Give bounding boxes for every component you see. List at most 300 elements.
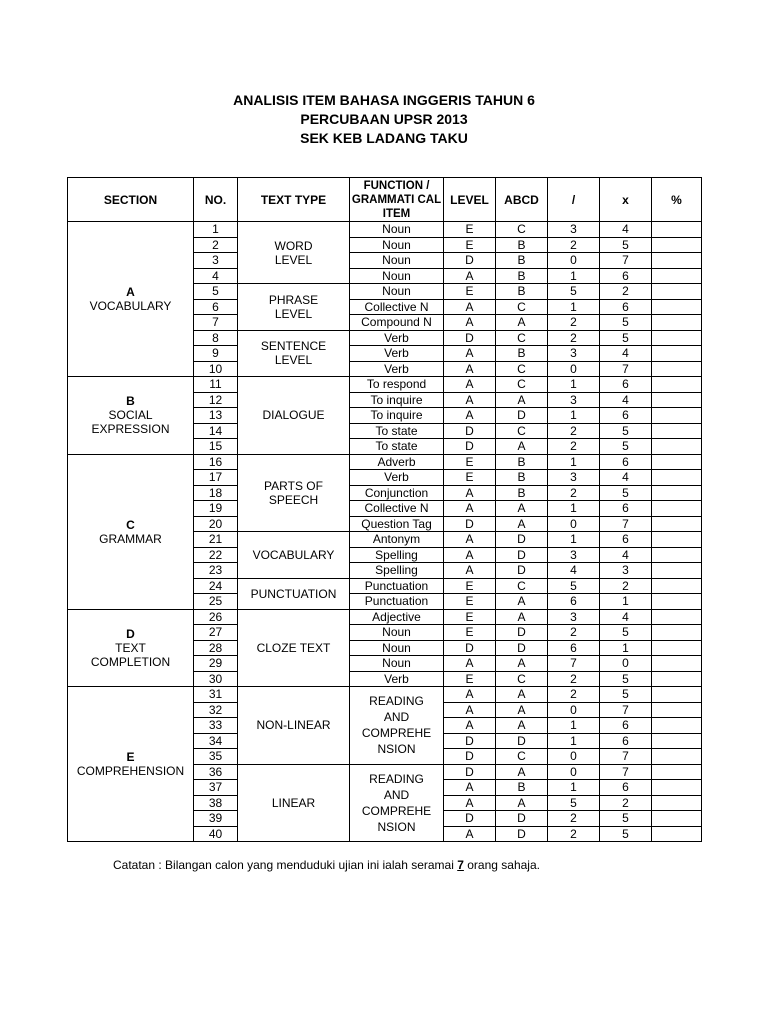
percent-cell	[652, 795, 702, 811]
answer-cell: C	[496, 423, 548, 439]
function-cell: Verb	[350, 671, 444, 687]
correct-count-cell: 2	[548, 423, 600, 439]
level-cell: D	[444, 733, 496, 749]
footnote-text: Catatan : Bilangan calon yang menduduki ujian ini ialah seramai	[113, 858, 458, 872]
wrong-count-cell: 5	[600, 439, 652, 455]
wrong-count-cell: 2	[600, 284, 652, 300]
percent-cell	[652, 733, 702, 749]
percent-cell	[652, 578, 702, 594]
text-type-cell: DIALOGUE	[238, 377, 350, 455]
wrong-count-cell: 1	[600, 594, 652, 610]
correct-count-cell: 4	[548, 563, 600, 579]
percent-cell	[652, 532, 702, 548]
header-correct: /	[548, 178, 600, 222]
level-cell: A	[444, 268, 496, 284]
item-number: 33	[194, 718, 238, 734]
correct-count-cell: 0	[548, 702, 600, 718]
document-title	[0, 91, 768, 148]
correct-count-cell: 2	[548, 687, 600, 703]
function-cell: Compound N	[350, 315, 444, 331]
level-cell: A	[444, 795, 496, 811]
title-line-2: PERCUBAAN UPSR 2013	[300, 111, 468, 127]
correct-count-cell: 6	[548, 594, 600, 610]
correct-count-cell: 3	[548, 547, 600, 563]
level-cell: D	[444, 439, 496, 455]
item-number: 8	[194, 330, 238, 346]
function-cell: Noun	[350, 237, 444, 253]
answer-cell: D	[496, 547, 548, 563]
answer-cell: C	[496, 222, 548, 238]
level-cell: A	[444, 563, 496, 579]
answer-cell: B	[496, 485, 548, 501]
answer-cell: A	[496, 501, 548, 517]
percent-cell	[652, 423, 702, 439]
level-cell: E	[444, 609, 496, 625]
function-cell: READING AND COMPREHE NSION	[350, 764, 444, 842]
item-number: 22	[194, 547, 238, 563]
answer-cell: A	[496, 315, 548, 331]
table-row	[68, 454, 702, 470]
level-cell: A	[444, 485, 496, 501]
wrong-count-cell: 4	[600, 346, 652, 362]
answer-cell: A	[496, 764, 548, 780]
wrong-count-cell: 5	[600, 330, 652, 346]
candidate-count: 7	[457, 858, 464, 872]
item-number: 4	[194, 268, 238, 284]
correct-count-cell: 0	[548, 749, 600, 765]
wrong-count-cell: 5	[600, 485, 652, 501]
correct-count-cell: 1	[548, 377, 600, 393]
text-type-cell: SENTENCE LEVEL	[238, 330, 350, 377]
wrong-count-cell: 1	[600, 640, 652, 656]
answer-cell: D	[496, 563, 548, 579]
wrong-count-cell: 5	[600, 671, 652, 687]
wrong-count-cell: 4	[600, 470, 652, 486]
item-number: 2	[194, 237, 238, 253]
item-number: 1	[194, 222, 238, 238]
section-name: TEXT COMPLETION	[90, 640, 171, 669]
percent-cell	[652, 253, 702, 269]
level-cell: D	[444, 811, 496, 827]
correct-count-cell: 2	[548, 826, 600, 842]
function-cell: Collective N	[350, 501, 444, 517]
wrong-count-cell: 7	[600, 361, 652, 377]
function-cell: Noun	[350, 253, 444, 269]
item-number: 7	[194, 315, 238, 331]
correct-count-cell: 0	[548, 253, 600, 269]
level-cell: A	[444, 315, 496, 331]
correct-count-cell: 2	[548, 315, 600, 331]
percent-cell	[652, 687, 702, 703]
percent-cell	[652, 330, 702, 346]
section-name: SOCIAL EXPRESSION	[91, 408, 170, 437]
wrong-count-cell: 6	[600, 733, 652, 749]
item-number: 36	[194, 764, 238, 780]
item-number: 14	[194, 423, 238, 439]
header-wrong: x	[600, 178, 652, 222]
item-number: 13	[194, 408, 238, 424]
correct-count-cell: 2	[548, 671, 600, 687]
correct-count-cell: 1	[548, 299, 600, 315]
correct-count-cell: 1	[548, 532, 600, 548]
function-cell: Noun	[350, 222, 444, 238]
percent-cell	[652, 439, 702, 455]
item-number: 40	[194, 826, 238, 842]
section-letter: B	[126, 394, 135, 409]
answer-cell: A	[496, 687, 548, 703]
level-cell: E	[444, 470, 496, 486]
level-cell: A	[444, 718, 496, 734]
level-cell: A	[444, 687, 496, 703]
level-cell: A	[444, 377, 496, 393]
item-number: 38	[194, 795, 238, 811]
answer-cell: A	[496, 594, 548, 610]
percent-cell	[652, 222, 702, 238]
footnote	[113, 858, 540, 872]
correct-count-cell: 5	[548, 284, 600, 300]
level-cell: A	[444, 361, 496, 377]
correct-count-cell: 1	[548, 780, 600, 796]
wrong-count-cell: 5	[600, 423, 652, 439]
correct-count-cell: 1	[548, 454, 600, 470]
answer-cell: B	[496, 454, 548, 470]
percent-cell	[652, 361, 702, 377]
item-analysis-table	[67, 177, 702, 842]
answer-cell: A	[496, 656, 548, 672]
percent-cell	[652, 609, 702, 625]
function-cell: To inquire	[350, 408, 444, 424]
section-cell	[68, 609, 194, 687]
wrong-count-cell: 6	[600, 454, 652, 470]
function-cell: Noun	[350, 625, 444, 641]
answer-cell: B	[496, 253, 548, 269]
answer-cell: C	[496, 377, 548, 393]
level-cell: A	[444, 392, 496, 408]
wrong-count-cell: 4	[600, 547, 652, 563]
level-cell: E	[444, 625, 496, 641]
item-number: 17	[194, 470, 238, 486]
correct-count-cell: 0	[548, 764, 600, 780]
level-cell: D	[444, 330, 496, 346]
correct-count-cell: 3	[548, 392, 600, 408]
section-letter: A	[126, 285, 135, 299]
section-letter: D	[126, 626, 135, 641]
table-row	[68, 222, 702, 238]
item-number: 28	[194, 640, 238, 656]
function-cell: Verb	[350, 361, 444, 377]
wrong-count-cell: 4	[600, 392, 652, 408]
wrong-count-cell: 6	[600, 377, 652, 393]
section-name: GRAMMAR	[99, 531, 162, 546]
correct-count-cell: 1	[548, 718, 600, 734]
wrong-count-cell: 5	[600, 315, 652, 331]
answer-cell: D	[496, 625, 548, 641]
percent-cell	[652, 811, 702, 827]
answer-cell: B	[496, 284, 548, 300]
item-number: 16	[194, 454, 238, 470]
percent-cell	[652, 702, 702, 718]
item-number: 12	[194, 392, 238, 408]
item-number: 29	[194, 656, 238, 672]
item-number: 10	[194, 361, 238, 377]
answer-cell: D	[496, 826, 548, 842]
answer-cell: A	[496, 718, 548, 734]
header-no: NO.	[194, 178, 238, 222]
correct-count-cell: 0	[548, 361, 600, 377]
answer-cell: A	[496, 702, 548, 718]
function-cell: Noun	[350, 656, 444, 672]
item-number: 35	[194, 749, 238, 765]
correct-count-cell: 2	[548, 485, 600, 501]
function-cell: To state	[350, 439, 444, 455]
percent-cell	[652, 470, 702, 486]
wrong-count-cell: 6	[600, 408, 652, 424]
header-percent: %	[652, 178, 702, 222]
wrong-count-cell: 4	[600, 222, 652, 238]
wrong-count-cell: 6	[600, 268, 652, 284]
function-cell: Adjective	[350, 609, 444, 625]
correct-count-cell: 6	[548, 640, 600, 656]
level-cell: A	[444, 547, 496, 563]
wrong-count-cell: 7	[600, 516, 652, 532]
section-cell	[68, 222, 194, 377]
level-cell: D	[444, 516, 496, 532]
level-cell: D	[444, 253, 496, 269]
percent-cell	[652, 346, 702, 362]
function-cell: To respond	[350, 377, 444, 393]
answer-cell: C	[496, 361, 548, 377]
answer-cell: C	[496, 578, 548, 594]
percent-cell	[652, 284, 702, 300]
level-cell: E	[444, 222, 496, 238]
level-cell: E	[444, 578, 496, 594]
wrong-count-cell: 3	[600, 563, 652, 579]
correct-count-cell: 5	[548, 795, 600, 811]
item-number: 31	[194, 687, 238, 703]
item-number: 3	[194, 253, 238, 269]
correct-count-cell: 2	[548, 811, 600, 827]
wrong-count-cell: 7	[600, 749, 652, 765]
percent-cell	[652, 594, 702, 610]
level-cell: A	[444, 501, 496, 517]
item-number: 30	[194, 671, 238, 687]
correct-count-cell: 2	[548, 237, 600, 253]
text-type-cell: PARTS OF SPEECH	[238, 454, 350, 532]
answer-cell: C	[496, 749, 548, 765]
function-cell: Noun	[350, 268, 444, 284]
percent-cell	[652, 516, 702, 532]
wrong-count-cell: 7	[600, 702, 652, 718]
percent-cell	[652, 501, 702, 517]
percent-cell	[652, 392, 702, 408]
wrong-count-cell: 7	[600, 253, 652, 269]
level-cell: D	[444, 640, 496, 656]
item-number: 18	[194, 485, 238, 501]
function-cell: Noun	[350, 284, 444, 300]
correct-count-cell: 2	[548, 330, 600, 346]
answer-cell: C	[496, 671, 548, 687]
wrong-count-cell: 4	[600, 609, 652, 625]
wrong-count-cell: 2	[600, 578, 652, 594]
wrong-count-cell: 5	[600, 237, 652, 253]
percent-cell	[652, 547, 702, 563]
level-cell: E	[444, 671, 496, 687]
footnote-end: orang sahaja.	[463, 858, 540, 872]
level-cell: A	[444, 408, 496, 424]
level-cell: E	[444, 237, 496, 253]
function-cell: Adverb	[350, 454, 444, 470]
percent-cell	[652, 377, 702, 393]
correct-count-cell: 1	[548, 733, 600, 749]
correct-count-cell: 3	[548, 470, 600, 486]
level-cell: E	[444, 594, 496, 610]
item-number: 9	[194, 346, 238, 362]
function-cell: Spelling	[350, 563, 444, 579]
percent-cell	[652, 656, 702, 672]
text-type-cell: NON-LINEAR	[238, 687, 350, 765]
item-number: 27	[194, 625, 238, 641]
answer-cell: D	[496, 640, 548, 656]
function-cell: Noun	[350, 640, 444, 656]
item-number: 6	[194, 299, 238, 315]
correct-count-cell: 7	[548, 656, 600, 672]
title-line-1: ANALISIS ITEM BAHASA INGGERIS TAHUN 6	[233, 92, 535, 108]
item-number: 26	[194, 609, 238, 625]
table-row	[68, 609, 702, 625]
text-type-cell: VOCABULARY	[238, 532, 350, 579]
wrong-count-cell: 5	[600, 687, 652, 703]
level-cell: A	[444, 826, 496, 842]
wrong-count-cell: 7	[600, 764, 652, 780]
percent-cell	[652, 640, 702, 656]
percent-cell	[652, 671, 702, 687]
section-cell	[68, 454, 194, 609]
level-cell: D	[444, 764, 496, 780]
percent-cell	[652, 718, 702, 734]
percent-cell	[652, 268, 702, 284]
answer-cell: B	[496, 237, 548, 253]
correct-count-cell: 3	[548, 609, 600, 625]
section-name: COMPREHENSION	[76, 764, 185, 778]
function-cell: Punctuation	[350, 578, 444, 594]
item-number: 34	[194, 733, 238, 749]
text-type-cell: CLOZE TEXT	[238, 609, 350, 687]
function-cell: Question Tag	[350, 516, 444, 532]
answer-cell: B	[496, 346, 548, 362]
level-cell: A	[444, 702, 496, 718]
percent-cell	[652, 625, 702, 641]
answer-cell: C	[496, 330, 548, 346]
title-line-3: SEK KEB LADANG TAKU	[300, 130, 468, 146]
item-number: 23	[194, 563, 238, 579]
function-cell: Collective N	[350, 299, 444, 315]
answer-cell: A	[496, 609, 548, 625]
function-cell: Spelling	[350, 547, 444, 563]
wrong-count-cell: 6	[600, 299, 652, 315]
answer-cell: A	[496, 795, 548, 811]
wrong-count-cell: 6	[600, 718, 652, 734]
section-letter: C	[126, 517, 135, 532]
correct-count-cell: 5	[548, 578, 600, 594]
wrong-count-cell: 5	[600, 826, 652, 842]
function-cell: Conjunction	[350, 485, 444, 501]
text-type-cell: PUNCTUATION	[238, 578, 350, 609]
answer-cell: D	[496, 532, 548, 548]
header-section: SECTION	[68, 178, 194, 222]
percent-cell	[652, 764, 702, 780]
item-number: 19	[194, 501, 238, 517]
table-body	[68, 222, 702, 842]
function-cell: To state	[350, 423, 444, 439]
item-number: 37	[194, 780, 238, 796]
percent-cell	[652, 315, 702, 331]
function-cell: Verb	[350, 470, 444, 486]
answer-cell: B	[496, 268, 548, 284]
item-number: 25	[194, 594, 238, 610]
percent-cell	[652, 749, 702, 765]
level-cell: A	[444, 780, 496, 796]
answer-cell: D	[496, 811, 548, 827]
level-cell: E	[444, 454, 496, 470]
section-cell	[68, 377, 194, 455]
answer-cell: A	[496, 392, 548, 408]
correct-count-cell: 1	[548, 408, 600, 424]
percent-cell	[652, 454, 702, 470]
percent-cell	[652, 780, 702, 796]
section-name: VOCABULARY	[89, 299, 172, 313]
text-type-cell: WORD LEVEL	[238, 222, 350, 284]
level-cell: D	[444, 423, 496, 439]
wrong-count-cell: 0	[600, 656, 652, 672]
answer-cell: D	[496, 408, 548, 424]
function-cell: Verb	[350, 330, 444, 346]
item-number: 15	[194, 439, 238, 455]
correct-count-cell: 0	[548, 516, 600, 532]
function-cell: Punctuation	[350, 594, 444, 610]
percent-cell	[652, 299, 702, 315]
wrong-count-cell: 6	[600, 501, 652, 517]
answer-cell: A	[496, 439, 548, 455]
section-cell	[68, 687, 194, 842]
level-cell: E	[444, 284, 496, 300]
header-level: LEVEL	[444, 178, 496, 222]
level-cell: A	[444, 656, 496, 672]
text-type-cell: LINEAR	[238, 764, 350, 842]
wrong-count-cell: 5	[600, 625, 652, 641]
percent-cell	[652, 408, 702, 424]
function-cell: To inquire	[350, 392, 444, 408]
header-text-type: TEXT TYPE	[238, 178, 350, 222]
percent-cell	[652, 563, 702, 579]
header-row	[68, 178, 702, 222]
correct-count-cell: 1	[548, 501, 600, 517]
item-number: 21	[194, 532, 238, 548]
item-number: 11	[194, 377, 238, 393]
item-number: 32	[194, 702, 238, 718]
level-cell: A	[444, 532, 496, 548]
header-function: FUNCTION / GRAMMATI CAL ITEM	[350, 178, 444, 222]
correct-count-cell: 1	[548, 268, 600, 284]
item-number: 20	[194, 516, 238, 532]
percent-cell	[652, 237, 702, 253]
answer-cell: B	[496, 470, 548, 486]
correct-count-cell: 3	[548, 222, 600, 238]
text-type-cell: PHRASE LEVEL	[238, 284, 350, 331]
correct-count-cell: 2	[548, 439, 600, 455]
item-number: 39	[194, 811, 238, 827]
wrong-count-cell: 5	[600, 811, 652, 827]
answer-cell: D	[496, 733, 548, 749]
